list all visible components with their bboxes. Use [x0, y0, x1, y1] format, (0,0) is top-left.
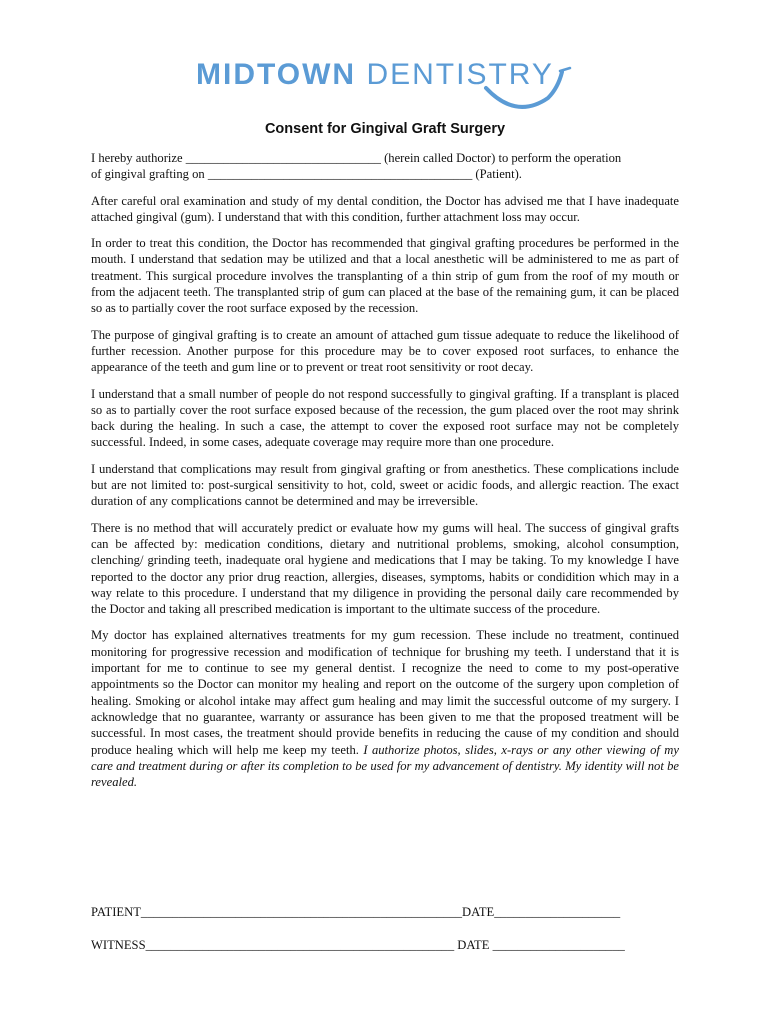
alternatives-text: My doctor has explained alternatives treatments for my gum recession. These include no treatment, continued monitoring for progressive recession and modification of technique for brushing my teeth. I understand that it is important for me to continue to see my general dentist. I recognize the need to come to my post-operative appointments so the Doctor can monitor my healing and report on the outcome of the surgery upon completion of healing. Smoking or alcohol intake may affect gum healing and may limit the successful outcome of my surgery. I acknowledge that no guarantee, warranty or assurance has been given to me that the proposed treatment will be successful. In most cases, the treatment should provide benefits in reducing the cause of my condition and should produce healing which will help me keep my teeth. [91, 628, 679, 757]
page-title: Consent for Gingival Graft Surgery [264, 121, 506, 137]
midtown-dentistry-logo [196, 58, 576, 120]
paragraph-purpose: The purpose of gingival grafting is to create an amount of attached gum tissue adequate to reduce the likelihood of further recession. Another purpose for this procedure may be to cover exposed root surfaces, to enhance the appearance of the teeth and gum line or to prevent or treat root sensitivity or root decay. [91, 327, 679, 375]
authorize-line-1: I hereby authorize _______________________________ (herein called Doctor) to perform the operation [91, 151, 622, 165]
witness-signature-line[interactable]: WITNESS_________________________________________________ DATE _____________________ [91, 938, 625, 952]
smile-swoosh-icon [196, 58, 576, 120]
paragraph-alternatives [91, 627, 679, 790]
authorize-line-2: of gingival grafting on __________________________________________ (Patient). [91, 167, 522, 182]
patient-signature-line[interactable]: PATIENT___________________________________________________DATE____________________ [91, 905, 621, 919]
consent-body [91, 150, 679, 800]
photo-authorization-text: I authorize photos, slides, x-rays or any other viewing of my care and treatment during or after its completion to be used for my advancement of dentistry. My identity will not be revealed. [91, 742, 679, 790]
logo-word-dentistry: DENTISTRY [366, 58, 554, 91]
logo-word-midtown: MIDTOWN [196, 58, 357, 91]
paragraph-complications: I understand that complications may result from gingival grafting or from anesthetics. These complications include but are not limited to: post-surgical sensitivity to hot, cold, sweet or acidic foods, and allergic reaction. The exact duration of any complications cannot be determined and may be irreversible. [91, 461, 679, 509]
paragraph-outcome: I understand that a small number of people do not respond successfully to gingival grafting. If a transplant is placed so as to partially cover the root surface exposed because of the recession, the gum placed over the root may shrink back during the healing. In such a case, the attempt to cover the exposed root surface may not be completely successful. Indeed, in some cases, adequate coverage may require more than one procedure. [91, 386, 679, 450]
authorization-statement [91, 150, 679, 183]
paragraph-diagnosis: After careful oral examination and study of my dental condition, the Doctor has advised me that I have inadequate attached gingival (gum). I understand that with this condition, further attachment loss may occur. [91, 193, 679, 224]
paragraph-procedure: In order to treat this condition, the Doctor has recommended that gingival grafting procedures be performed in the mouth. I understand that sedation may be utilized and that a local anesthetic will be administered to me as part of treatment. This surgical procedure involves the transplanting of a thin strip of gum from the roof of my mouth or from the adjacent teeth. The transplanted strip of gum can placed at the base of the remaining gum, it can be placed so as to partially cover the root surface exposed by the recession. [91, 236, 679, 316]
paragraph-healing-factors: There is no method that will accurately predict or evaluate how my gums will heal. The success of gingival grafts can be affected by: medication conditions, dietary and nutritional problems, smoking, alcohol consumption, clenching/ grinding teeth, inadequate oral hygiene and medications that I may be taking. To my knowledge I have reported to the doctor any prior drug reaction, allergies, diseases, symptoms, habits or condidition which may in a way relate to this procedure. I understand that my diligence in providing the personal daily care recommended by the Doctor and taking all prescribed medication is important to the ultimate success of the procedure. [91, 520, 679, 617]
